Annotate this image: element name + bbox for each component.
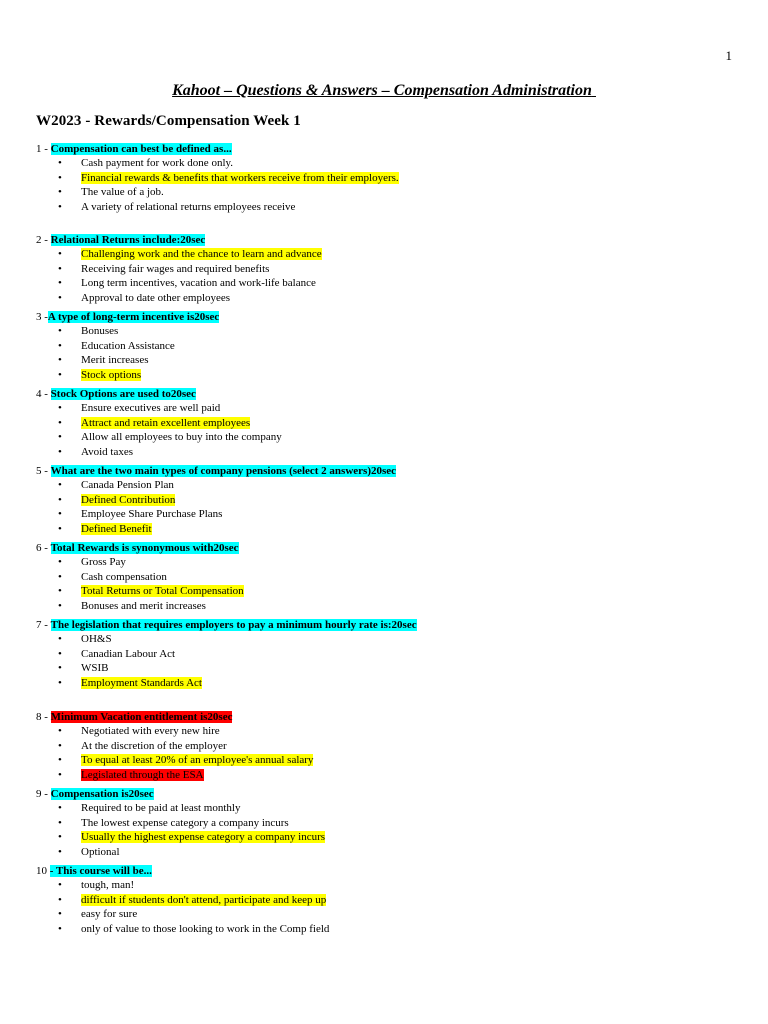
answer-list [36, 555, 736, 613]
question-list [36, 142, 736, 936]
question-heading [36, 233, 736, 247]
question-number: 3 - [36, 311, 48, 323]
question-number: 9 - [36, 788, 51, 800]
bullet-icon: • [58, 186, 62, 198]
bullet-icon: • [58, 416, 62, 429]
answer-item [36, 724, 736, 739]
answer-item [36, 739, 736, 754]
answer-item [36, 339, 736, 354]
answer-list [36, 878, 736, 936]
answer-text: Attract and retain excellent employees [81, 416, 251, 429]
question-number: 10 [36, 865, 50, 877]
answer-text: Usually the highest expense category a company incurs [81, 831, 326, 843]
question-number: 2 - [36, 234, 51, 246]
answer-text: Employment Standards Act [81, 676, 202, 689]
answer-list [36, 724, 736, 782]
answer-text: Cash compensation [81, 570, 167, 583]
answer-item [36, 445, 736, 460]
answer-text: To equal at least 20% of an employee's annual salary [81, 754, 314, 766]
answer-item [36, 801, 736, 816]
answer-text: difficult if students don't attend, participate and keep up [81, 893, 327, 906]
answer-text: Bonuses [81, 325, 119, 337]
answer-text: Challenging work and the chance to learn and advance [81, 248, 322, 260]
bullet-icon: • [58, 662, 62, 674]
answer-text: Optional [81, 845, 120, 858]
question-text: A type of long-term incentive is20sec [47, 311, 220, 323]
question-text: Stock Options are used to20sec [50, 388, 196, 400]
answer-text: Long term incentives, vacation and work-life balance [81, 277, 316, 289]
question-heading [36, 310, 736, 324]
answer-text: Stock options [81, 368, 142, 381]
answer-item [36, 893, 736, 908]
document-title [0, 82, 768, 100]
bullet-icon: • [58, 893, 62, 906]
question-heading [36, 387, 736, 401]
answer-text: Receiving fair wages and required benefits [81, 262, 270, 275]
bullet-icon: • [58, 493, 62, 506]
answer-text: easy for sure [81, 908, 138, 920]
answer-list [36, 324, 736, 382]
answer-item [36, 768, 736, 783]
question-heading [36, 787, 736, 801]
bullet-icon: • [58, 599, 62, 612]
page-number: 1 [725, 48, 732, 63]
question-text: Compensation is20sec [50, 788, 154, 800]
bullet-icon: • [58, 585, 62, 597]
answer-list [36, 478, 736, 536]
answer-item [36, 830, 736, 845]
answer-item [36, 353, 736, 368]
question-number: 7 - [36, 619, 51, 631]
bullet-icon: • [58, 277, 62, 289]
bullet-icon: • [58, 754, 62, 766]
answer-list [36, 632, 736, 690]
bullet-icon: • [58, 354, 62, 366]
answer-item [36, 156, 736, 171]
bullet-icon: • [58, 879, 62, 891]
question-number: 4 - [36, 388, 51, 400]
answer-text: The lowest expense category a company incurs [81, 816, 289, 829]
answer-text: Negotiated with every new hire [81, 725, 220, 737]
answer-item [36, 555, 736, 570]
answer-item [36, 584, 736, 599]
question-block [36, 541, 736, 613]
answer-item [36, 368, 736, 383]
answer-item [36, 430, 736, 445]
question-text: - This course will be... [49, 865, 152, 877]
answer-item [36, 416, 736, 431]
answer-text: tough, man! [81, 879, 135, 891]
bullet-icon: • [58, 171, 62, 184]
answer-text: Canadian Labour Act [81, 647, 176, 660]
bullet-icon: • [58, 339, 62, 352]
bullet-icon: • [58, 802, 62, 814]
week-heading: W2023 - Rewards/Compensation Week 1 [36, 113, 301, 129]
answer-item [36, 816, 736, 831]
answer-item [36, 324, 736, 339]
answer-text: Education Assistance [81, 339, 175, 352]
answer-text: Canada Pension Plan [81, 479, 174, 491]
answer-item [36, 676, 736, 691]
answer-text: Financial rewards & benefits that workers receive from their employers. [81, 171, 399, 184]
bullet-icon: • [58, 431, 62, 443]
answer-item [36, 632, 736, 647]
question-heading [36, 618, 736, 632]
question-text: Relational Returns include:20sec [50, 234, 206, 246]
bullet-icon: • [58, 508, 62, 520]
bullet-icon: • [58, 908, 62, 920]
bullet-icon: • [58, 556, 62, 568]
answer-text: At the discretion of the employer [81, 739, 227, 752]
answer-text: Approval to date other employees [81, 291, 231, 304]
question-block [36, 787, 736, 859]
bullet-icon: • [58, 922, 62, 935]
question-block [36, 710, 736, 782]
answer-text: Employee Share Purchase Plans [81, 508, 223, 520]
question-block [36, 464, 736, 536]
question-heading [36, 464, 736, 478]
bullet-icon: • [58, 157, 62, 169]
answer-item [36, 171, 736, 186]
answer-text: Required to be paid at least monthly [81, 802, 241, 814]
question-text: The legislation that requires employers to pay a minimum hourly rate is:20sec [50, 619, 417, 631]
answer-text: OH&S [81, 633, 112, 645]
answer-item [36, 247, 736, 262]
answer-list [36, 801, 736, 859]
bullet-icon: • [58, 445, 62, 458]
answer-item [36, 401, 736, 416]
question-number: 1 - [36, 143, 51, 155]
question-block [36, 864, 736, 936]
question-block [36, 618, 736, 690]
answer-text: Gross Pay [81, 556, 126, 568]
bullet-icon: • [58, 200, 62, 213]
answer-list [36, 247, 736, 305]
bullet-icon: • [58, 522, 62, 535]
question-text: Compensation can best be defined as... [50, 143, 232, 155]
question-heading [36, 864, 736, 878]
question-heading [36, 142, 736, 156]
question-number: 8 - [36, 711, 51, 723]
answer-item [36, 507, 736, 522]
question-block [36, 310, 736, 382]
question-text: Total Rewards is synonymous with20sec [50, 542, 239, 554]
bullet-icon: • [58, 739, 62, 752]
answer-text: Allow all employees to buy into the company [81, 431, 282, 443]
answer-item [36, 200, 736, 215]
bullet-icon: • [58, 291, 62, 304]
answer-text: only of value to those looking to work in the Comp field [81, 922, 330, 935]
question-number: 5 - [36, 465, 51, 477]
bullet-icon: • [58, 676, 62, 689]
question-heading [36, 541, 736, 555]
bullet-icon: • [58, 845, 62, 858]
answer-item [36, 922, 736, 937]
question-heading [36, 710, 736, 724]
answer-item [36, 878, 736, 893]
answer-text: WSIB [81, 662, 109, 674]
answer-text: A variety of relational returns employees receive [81, 200, 296, 213]
answer-item [36, 493, 736, 508]
answer-item [36, 185, 736, 200]
bullet-icon: • [58, 647, 62, 660]
bullet-icon: • [58, 831, 62, 843]
answer-text: Bonuses and merit increases [81, 599, 206, 612]
answer-text: Total Returns or Total Compensation [81, 585, 244, 597]
question-block [36, 142, 736, 214]
question-text: Minimum Vacation entitlement is20sec [50, 711, 233, 723]
answer-item [36, 570, 736, 585]
question-text: What are the two main types of company pensions (select 2 answers)20sec [50, 465, 397, 477]
answer-item [36, 522, 736, 537]
question-block [36, 387, 736, 459]
answer-text: Avoid taxes [81, 445, 134, 458]
question-block [36, 233, 736, 305]
bullet-icon: • [58, 570, 62, 583]
answer-item [36, 478, 736, 493]
bullet-icon: • [58, 768, 62, 781]
answer-text: Merit increases [81, 354, 149, 366]
document-title-text: Kahoot – Questions & Answers – Compensation Administration [172, 82, 592, 99]
bullet-icon: • [58, 325, 62, 337]
answer-text: Legislated through the ESA [81, 768, 204, 781]
question-number: 6 - [36, 542, 51, 554]
answer-item [36, 262, 736, 277]
answer-item [36, 599, 736, 614]
answer-text: Cash payment for work done only. [81, 157, 234, 169]
answer-text: Ensure executives are well paid [81, 402, 221, 414]
answer-item [36, 291, 736, 306]
bullet-icon: • [58, 402, 62, 414]
bullet-icon: • [58, 816, 62, 829]
answer-list [36, 401, 736, 459]
answer-text: Defined Contribution [81, 493, 176, 506]
bullet-icon: • [58, 479, 62, 491]
answer-item [36, 661, 736, 676]
answer-list [36, 156, 736, 214]
answer-text: The value of a job. [81, 186, 164, 198]
bullet-icon: • [58, 725, 62, 737]
answer-item [36, 276, 736, 291]
answer-item [36, 753, 736, 768]
answer-item [36, 907, 736, 922]
bullet-icon: • [58, 262, 62, 275]
answer-text: Defined Benefit [81, 522, 152, 535]
bullet-icon: • [58, 368, 62, 381]
bullet-icon: • [58, 248, 62, 260]
bullet-icon: • [58, 633, 62, 645]
answer-item [36, 647, 736, 662]
answer-item [36, 845, 736, 860]
